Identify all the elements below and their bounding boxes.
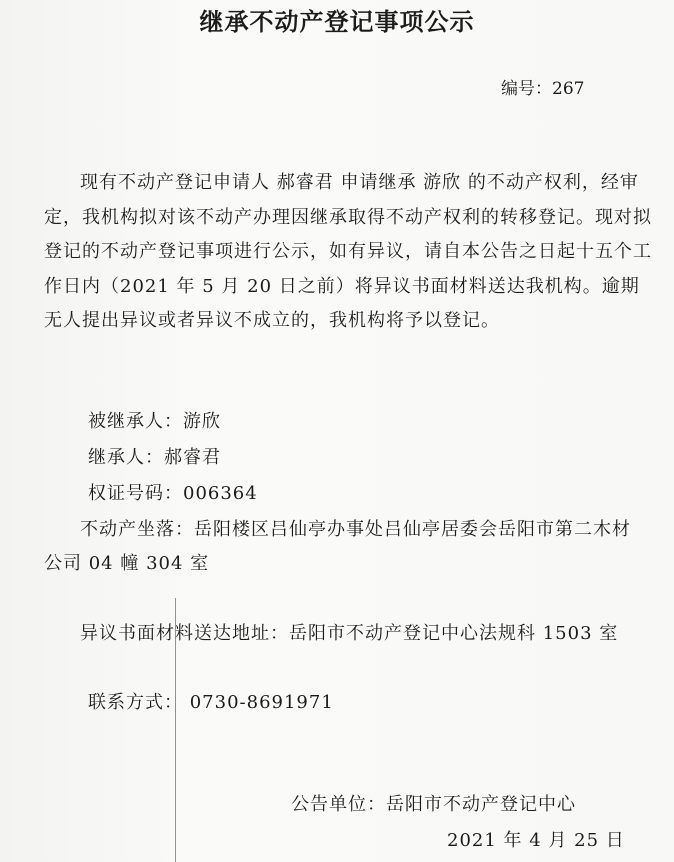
issuer-signature: 公告单位：岳阳市不动产登记中心 [291,794,576,815]
decedent-field: 被继承人：游欣 [88,411,221,432]
document-number: 编号：267 [501,79,585,99]
notice-date: 2021 年 4 月 25 日 [447,830,625,851]
property-location-field: 不动产坐落：岳阳楼区吕仙亭办事处吕仙亭居委会岳阳市第二木材公司 04 幢 304 室 [44,519,631,574]
notice-paragraph: 现有不动产登记申请人 郝睿君 申请继承 游欣 的不动产权利，经审定，我机构拟对该不动产办理因继承取得不动产权利的转移登记。现对拟登记的不动产登记事项进行公示，如有异议，请自本公告之日起十五个工作日内（2021 年 5 月 20 日之前）将异议书面材料送达我机构。逾期无人提出异议或者异议不成立的，我机构将予以登记。 [44,172,652,331]
contact-field: 联系方式： 0730-8691971 [88,692,334,713]
document-title: 继承不动产登记事项公示 [199,8,475,36]
certificate-number-field: 权证号码：006364 [88,483,258,504]
objection-address-field: 异议书面材料送达地址：岳阳市不动产登记中心法规科 1503 室 [80,623,619,644]
heir-field: 继承人：郝睿君 [88,447,221,468]
